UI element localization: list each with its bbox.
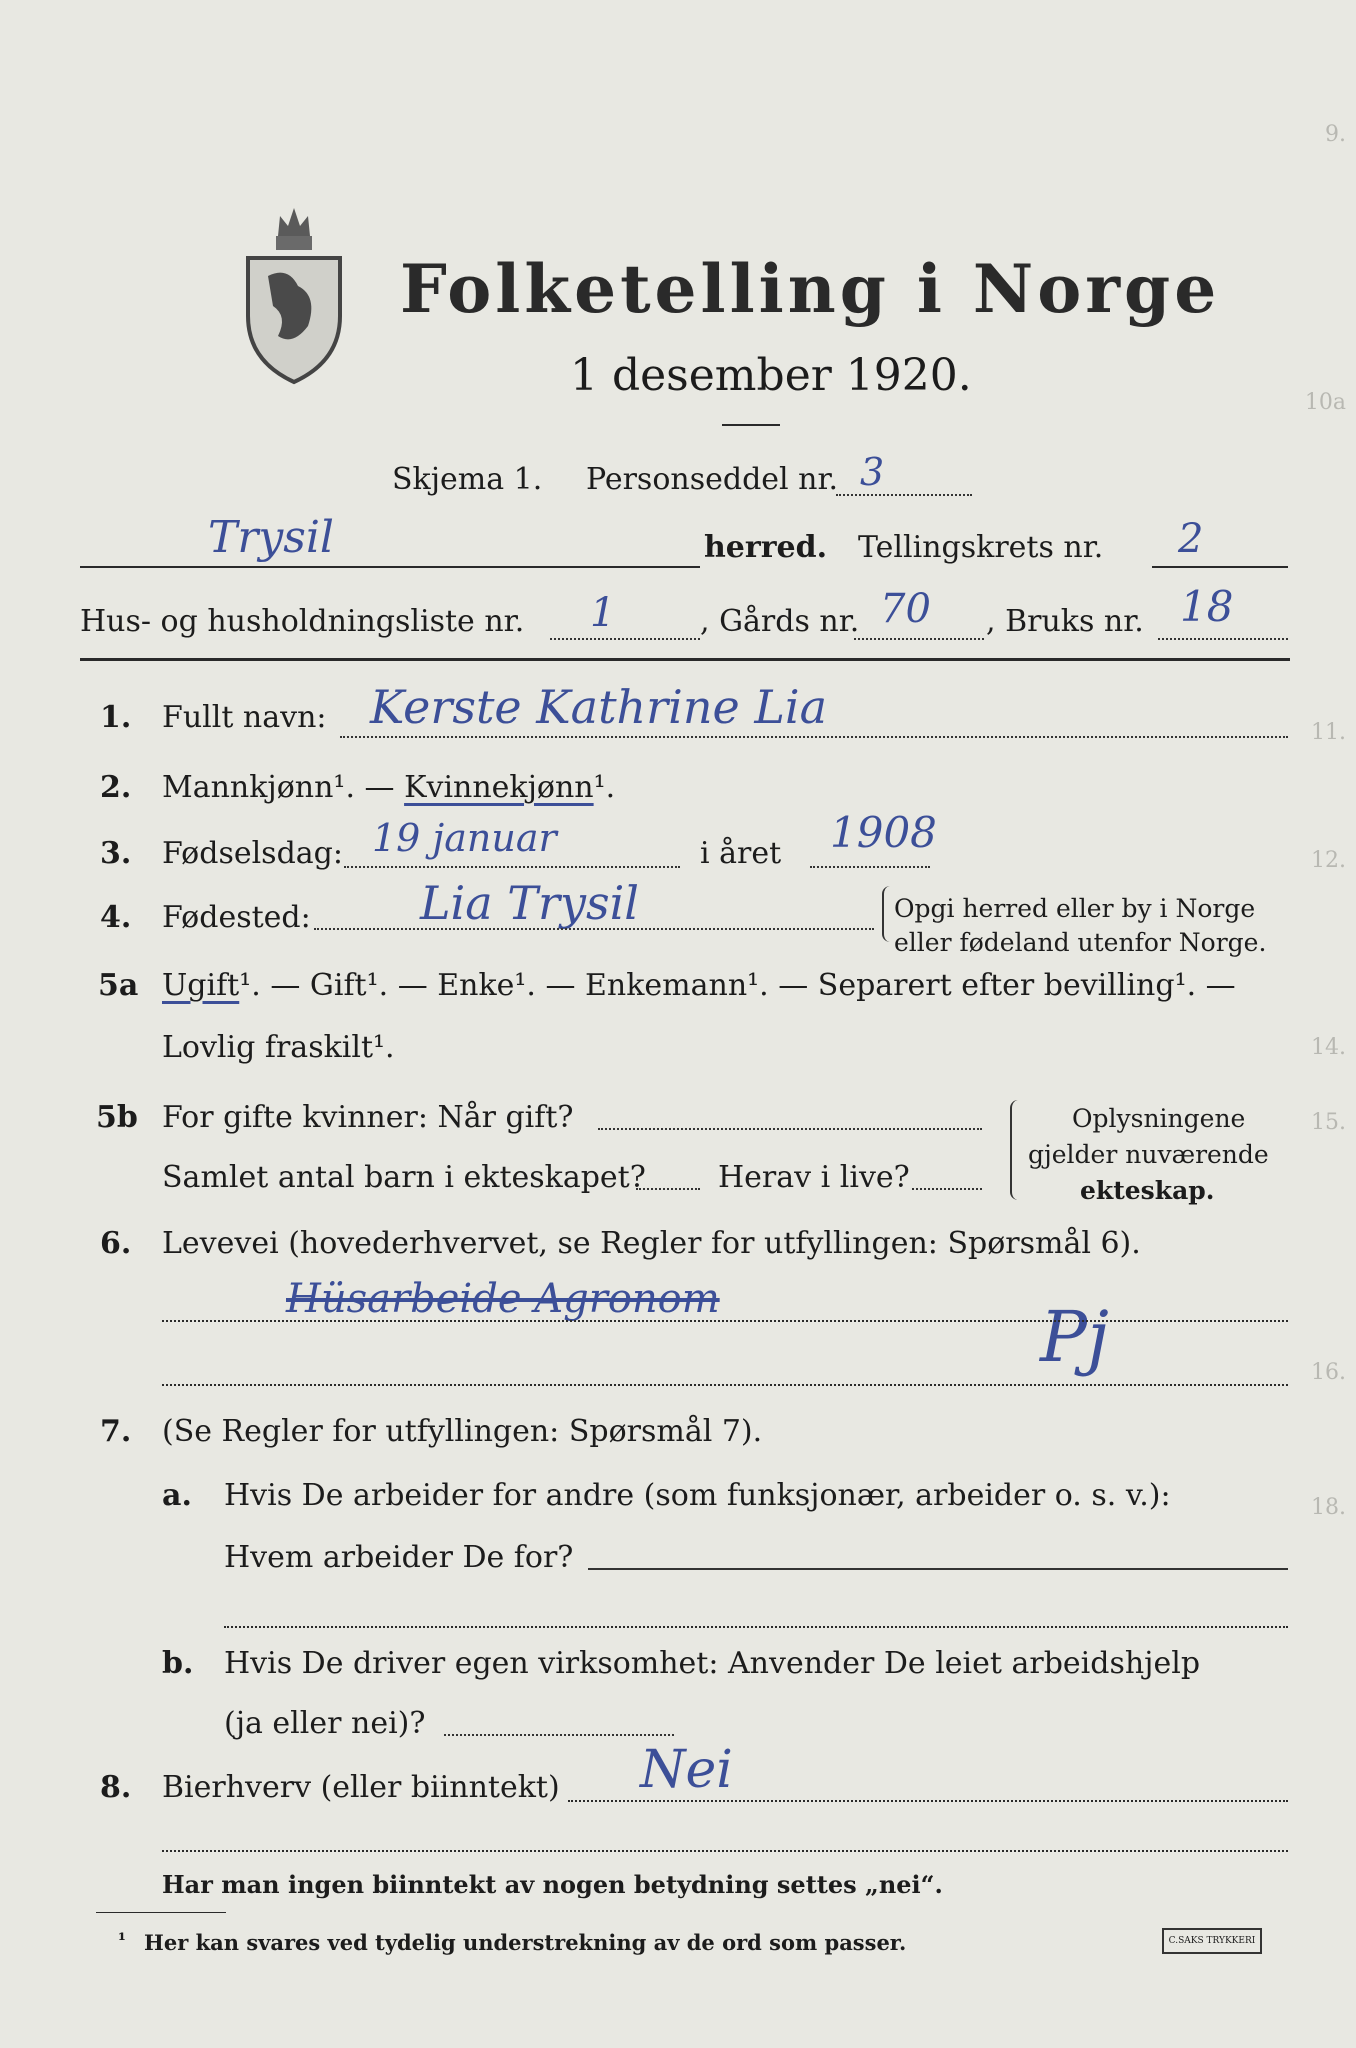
coat-of-arms-icon: [238, 196, 350, 390]
occupation-value-struck[interactable]: Hüsarbeide Agronom: [286, 1276, 720, 1322]
q3-year-label: i året: [700, 836, 782, 871]
page-title: Folketelling i Norge: [400, 250, 1221, 328]
bruks-dots: [1158, 638, 1288, 640]
q7b-letter: b.: [162, 1646, 194, 1681]
hus-label: Hus- og husholdningsliste nr.: [80, 604, 525, 639]
q5b-children-label: Samlet antal barn i ekteskapet?: [162, 1160, 646, 1195]
q4-note-2: eller fødeland utenfor Norge.: [894, 928, 1267, 957]
q7a-line-2: [224, 1626, 1288, 1628]
q7b-text: Hvis De driver egen virksomhet: Anvender De leiet arbeidshjelp: [224, 1646, 1201, 1681]
birth-place-value[interactable]: Lia Trysil: [420, 876, 639, 930]
personseddel-dots: [836, 494, 972, 496]
bleed-through-15: 15.: [1311, 1110, 1346, 1135]
q3-dots: [344, 866, 680, 868]
q2-female-option[interactable]: Kvinnekjønn: [404, 770, 594, 805]
bruks-value[interactable]: 18: [1180, 582, 1234, 631]
q8-line-1: [568, 1800, 1288, 1802]
occupation-mark[interactable]: Pj: [1040, 1296, 1109, 1378]
q5b-note-2: gjelder nuværende: [1028, 1140, 1269, 1169]
q7a-text: Hvis De arbeider for andre (som funksjonær, arbeider o. s. v.):: [224, 1478, 1171, 1513]
q3-number: 3.: [100, 836, 132, 871]
full-name-value[interactable]: Kerste Kathrine Lia: [370, 680, 828, 734]
q5b-children-dots: [636, 1188, 700, 1190]
herred-label: herred.: [704, 530, 828, 565]
q6-line-2: [162, 1384, 1288, 1386]
q8-label: Bierhverv (eller biinntekt): [162, 1770, 560, 1805]
q1-number: 1.: [100, 700, 132, 735]
personseddel-value[interactable]: 3: [860, 450, 885, 494]
bleed-through-11: 11.: [1311, 720, 1346, 745]
q4-brace: [882, 886, 890, 942]
bleed-through-10a: 10a: [1304, 390, 1346, 415]
q5b-alive-label: Herav i live?: [718, 1160, 910, 1195]
q5a-other-options[interactable]: ¹. — Gift¹. — Enke¹. — Enkemann¹. — Separert efter bevilling¹. —: [239, 968, 1236, 1003]
footer-divider: [96, 1912, 226, 1913]
hus-dots: [550, 638, 700, 640]
side-income-value[interactable]: Nei: [640, 1740, 733, 1800]
q5b-note-1: Oplysningene: [1072, 1104, 1246, 1133]
q5a-unmarried-option[interactable]: Ugift: [162, 968, 240, 1003]
bleed-through-9: 9.: [1325, 122, 1346, 147]
q3-year-dots: [810, 866, 930, 868]
title-divider: [722, 424, 780, 426]
bleed-through-18: 18.: [1311, 1495, 1346, 1520]
q7-number: 7.: [100, 1414, 132, 1449]
census-date: 1 desember 1920.: [570, 350, 972, 401]
q4-number: 4.: [100, 900, 132, 935]
herred-underline: [80, 566, 700, 568]
q5b-married-dots: [598, 1128, 982, 1130]
q6-line-1: [162, 1320, 1288, 1322]
tellingskrets-value[interactable]: 2: [1178, 516, 1204, 562]
q2-options: [162, 770, 615, 805]
q1-label: Fullt navn:: [162, 700, 327, 735]
hus-value[interactable]: 1: [590, 590, 616, 636]
schema-label: Skjema 1.: [392, 462, 543, 497]
herred-value[interactable]: Trysil: [208, 512, 334, 563]
q3-label: Fødselsdag:: [162, 836, 343, 871]
q7-label: (Se Regler for utfyllingen: Spørsmål 7).: [162, 1414, 763, 1449]
q2-number: 2.: [100, 770, 132, 805]
q1-dots: [340, 736, 1288, 738]
q6-label: Levevei (hovederhvervet, se Regler for utfyllingen: Spørsmål 6).: [162, 1226, 1141, 1261]
q5a-options: [162, 968, 1236, 1003]
q7a-question: Hvem arbeider De for?: [224, 1540, 574, 1575]
q2-footnote-mark: ¹.: [593, 770, 616, 805]
q4-dots: [314, 928, 874, 930]
q8-line-2: [162, 1850, 1288, 1852]
bleed-through-16: 16.: [1311, 1360, 1346, 1385]
bleed-through-14: 14.: [1311, 1035, 1346, 1060]
q8-number: 8.: [100, 1770, 132, 1805]
q5b-number: 5b: [96, 1100, 138, 1135]
footnote: Her kan svares ved tydelig understrekning av de ord som passer.: [144, 1930, 907, 1955]
q6-number: 6.: [100, 1226, 132, 1261]
gards-value[interactable]: 70: [880, 586, 931, 632]
q5b-married-label: For gifte kvinner: Når gift?: [162, 1100, 574, 1135]
bleed-through-12: 12.: [1311, 848, 1346, 873]
footer-note: Har man ingen biinntekt av nogen betydning settes „nei“.: [162, 1870, 943, 1899]
printer-stamp: [1162, 1928, 1262, 1954]
q5b-brace: [1010, 1100, 1018, 1200]
q5a-divorced-option[interactable]: Lovlig fraskilt¹.: [162, 1030, 395, 1065]
q5b-note-3: ekteskap.: [1080, 1176, 1215, 1205]
q7a-dots: [588, 1568, 1288, 1570]
q5b-alive-dots: [912, 1188, 982, 1190]
q4-note-1: Opgi herred eller by i Norge: [894, 894, 1256, 923]
tellingskrets-underline: [1152, 566, 1288, 568]
birth-year-value[interactable]: 1908: [830, 808, 937, 857]
q5a-number: 5a: [98, 968, 139, 1003]
q2-male-option[interactable]: Mannkjønn¹. —: [162, 770, 405, 805]
q4-label: Fødested:: [162, 900, 311, 935]
bruks-label: , Bruks nr.: [986, 604, 1144, 639]
section-divider: [80, 658, 1290, 661]
q7a-letter: a.: [162, 1478, 192, 1513]
birth-date-value[interactable]: 19 januar: [372, 816, 557, 860]
gards-dots: [854, 638, 984, 640]
footnote-mark: ¹: [118, 1930, 126, 1951]
q7b-dots: [444, 1734, 674, 1736]
q7b-question: (ja eller nei)?: [224, 1706, 426, 1741]
gards-label: , Gårds nr.: [700, 604, 860, 639]
tellingskrets-label: Tellingskrets nr.: [858, 530, 1104, 565]
printer-stamp-text: C.SAKS TRYKKERI: [1168, 1936, 1256, 1946]
personseddel-label: Personseddel nr.: [586, 462, 839, 497]
